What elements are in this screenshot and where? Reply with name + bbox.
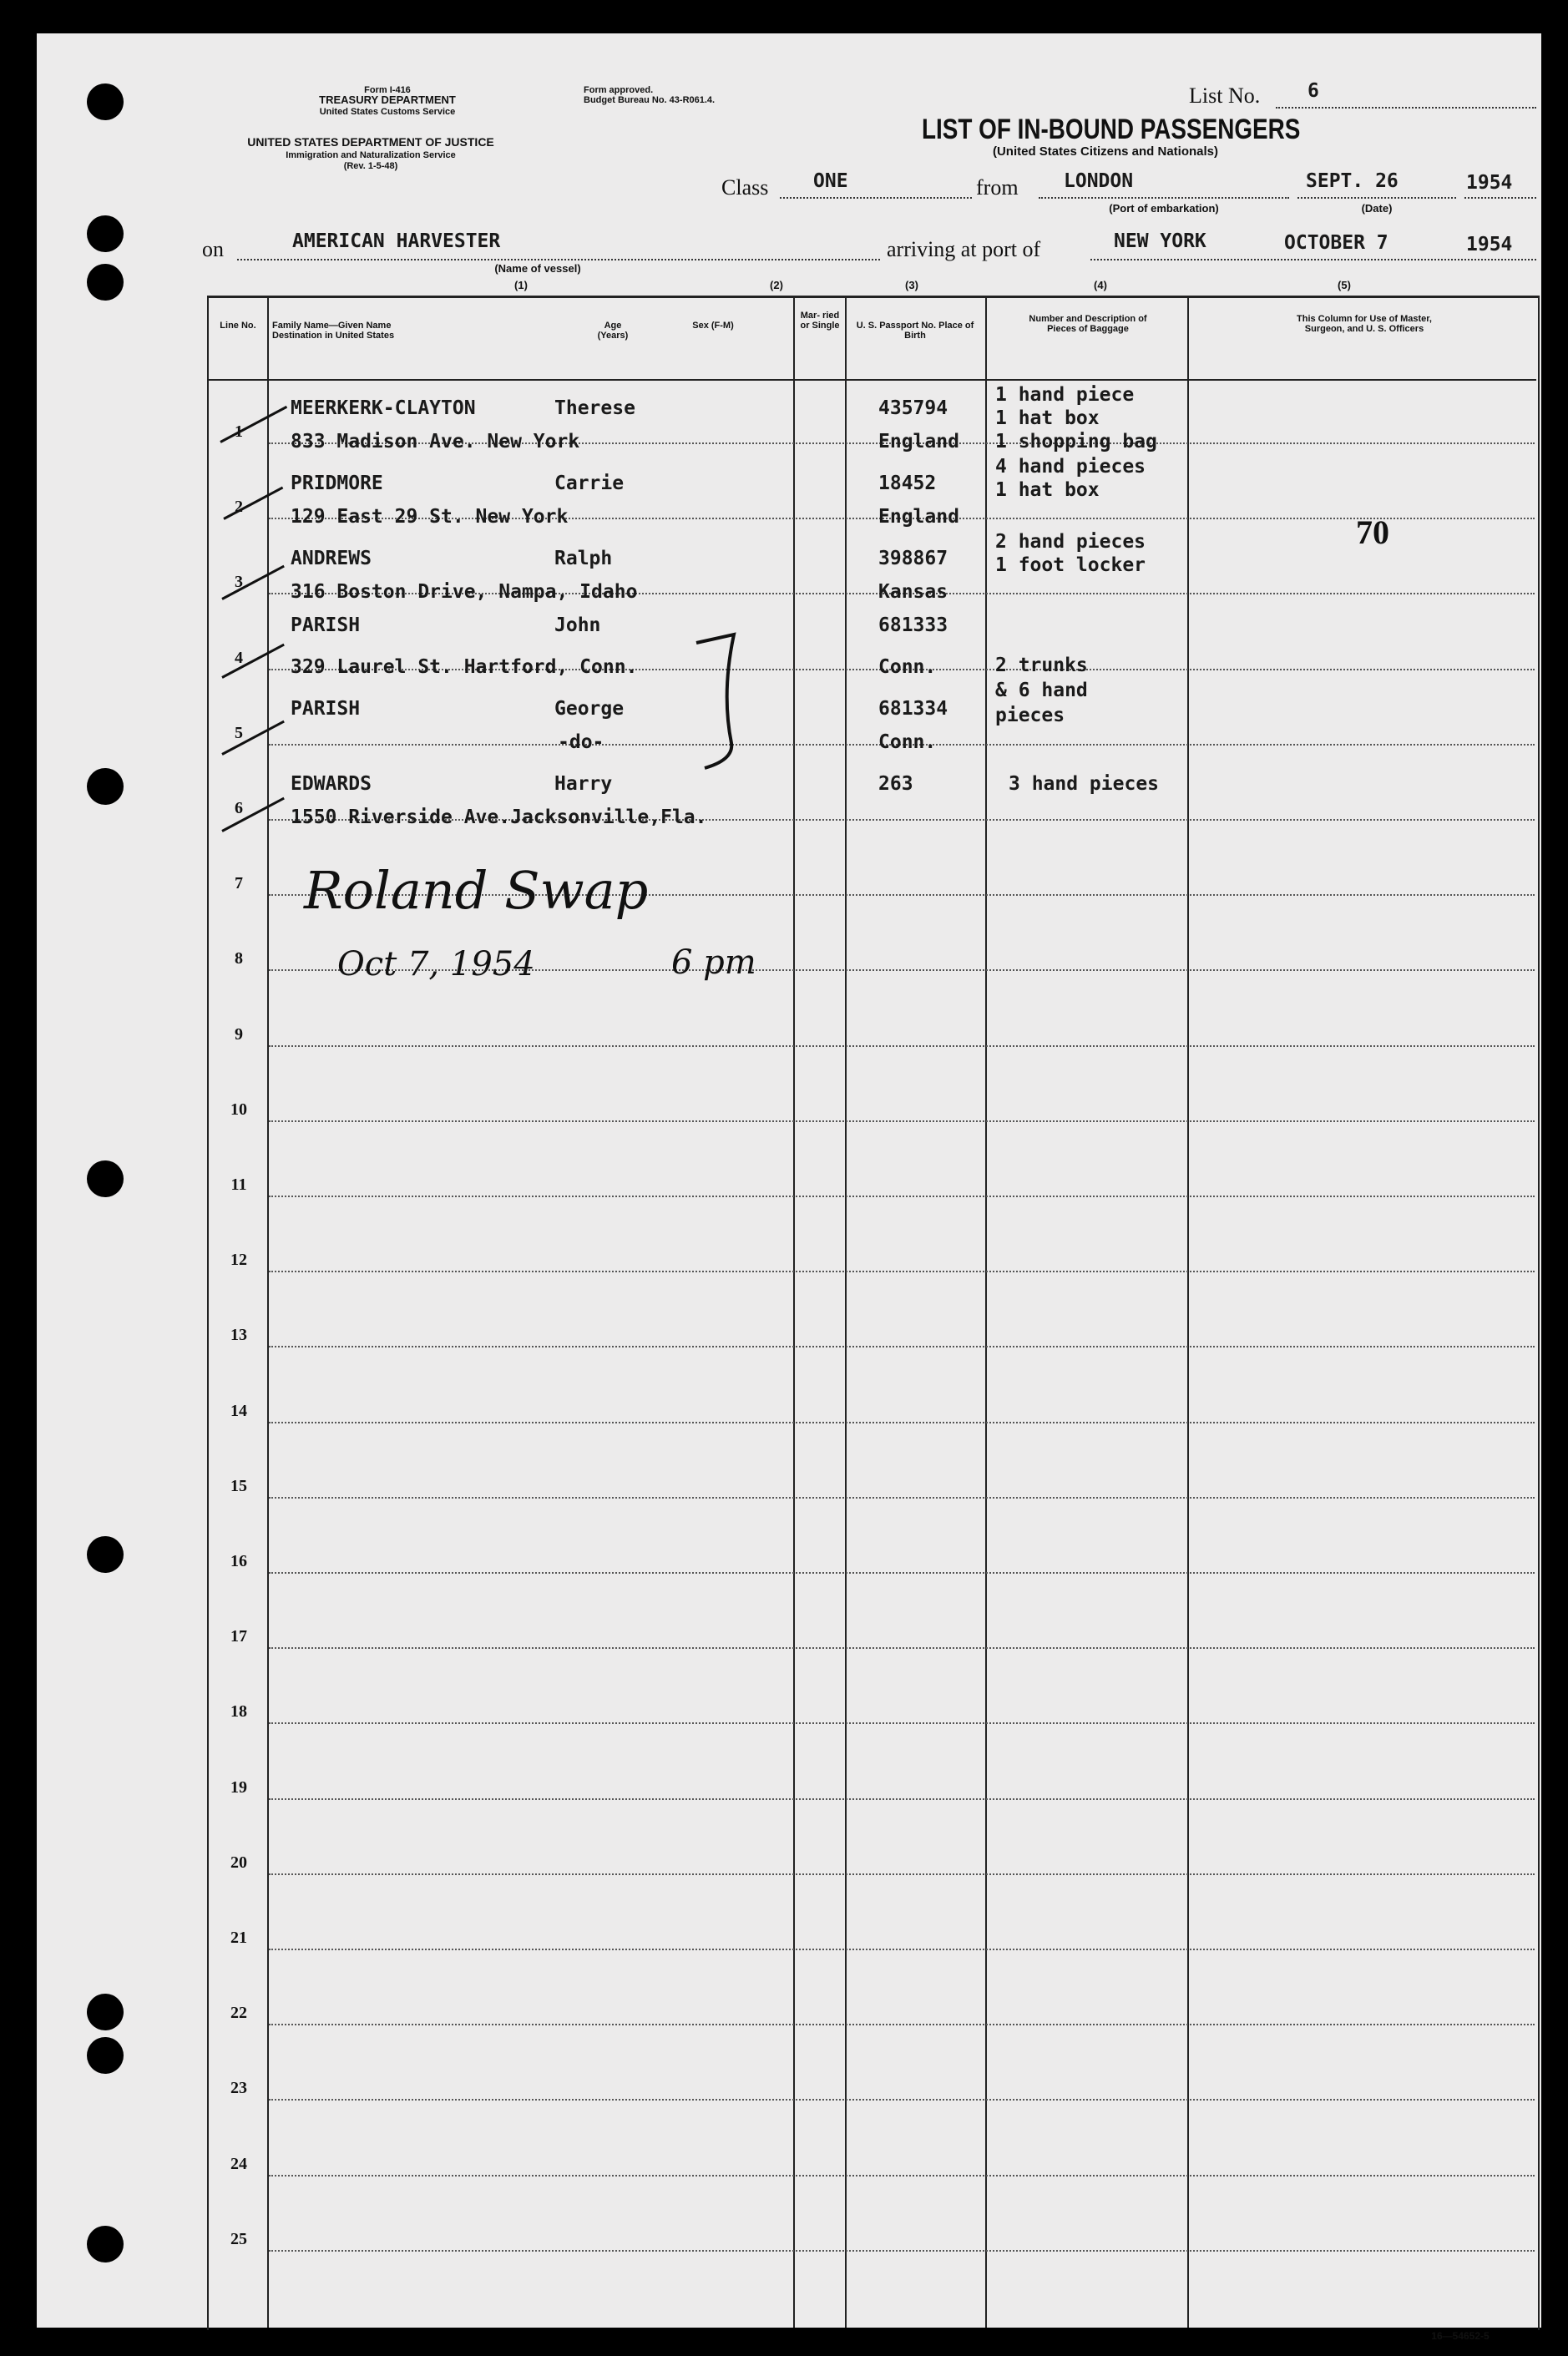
col-header-married: Mar- ried or Single <box>800 311 840 331</box>
row-divider <box>269 1798 1535 1800</box>
col-header-age: Age (Years) <box>597 321 629 341</box>
embarkation-port: LONDON <box>1064 170 1134 192</box>
row-divider <box>269 1271 1535 1272</box>
line-number: 7 <box>235 874 243 893</box>
page-title: LIST OF IN-BOUND PASSENGERS <box>922 114 1301 145</box>
baggage-line: & 6 hand <box>995 680 1088 701</box>
line-number: 3 <box>235 573 243 592</box>
form-approved: Form approved. <box>584 85 654 95</box>
entry-5-birth: Conn. <box>878 731 937 753</box>
vessel-caption: (Name of vessel) <box>494 262 581 275</box>
entry-6-passport: 263 <box>878 773 913 795</box>
row-divider <box>269 1045 1535 1047</box>
departure-year: 1954 <box>1466 172 1513 194</box>
service-name: United States Customs Service <box>319 107 456 117</box>
handwritten-date: Oct 7, 1954 <box>337 945 535 983</box>
entry-1-passport: 435794 <box>878 397 948 419</box>
form-sheet <box>37 33 1541 2342</box>
line-number: 15 <box>230 1476 247 1495</box>
col-number-4: (4) <box>1094 279 1107 291</box>
row-divider <box>269 1647 1535 1649</box>
footer-code: 16—54652-5 <box>1431 2330 1490 2342</box>
line-number: 19 <box>230 1777 247 1797</box>
row-divider <box>269 2175 1535 2177</box>
on-label: on <box>202 237 224 261</box>
entry-3-address: 316 Boston Drive, Nampa, Idaho <box>291 581 638 603</box>
entry-2-address: 129 East 29 St. New York <box>291 506 569 528</box>
punch-hole <box>87 215 124 252</box>
line-number: 18 <box>230 1702 247 1721</box>
date-caption: (Date) <box>1361 202 1393 215</box>
page-subtitle: (United States Citizens and Nationals) <box>992 144 1219 159</box>
line-number: 10 <box>230 1100 247 1119</box>
entry-4-address: 329 Laurel St. Hartford, Conn. <box>291 656 638 678</box>
revision: (Rev. 1-5-48) <box>343 161 398 171</box>
entry-1-given: Therese <box>554 397 635 419</box>
line-number: 21 <box>230 1929 247 1947</box>
justice-dept: UNITED STATES DEPARTMENT OF JUSTICE <box>247 135 494 149</box>
col-header-passport: U. S. Passport No. Place of Birth <box>856 321 974 341</box>
row-divider <box>269 2024 1535 2025</box>
arrival-year: 1954 <box>1466 234 1513 255</box>
row-divider <box>269 1422 1535 1423</box>
entry-6-family: EDWARDS <box>291 773 372 795</box>
entry-2-given: Carrie <box>554 473 625 494</box>
row-divider <box>269 2250 1535 2252</box>
line-number: 12 <box>230 1251 247 1270</box>
baggage-line: 1 foot locker <box>995 554 1146 576</box>
entry-4-given: John <box>554 614 601 636</box>
bracket-mark <box>688 618 763 785</box>
line-number: 23 <box>230 2079 247 2098</box>
punch-hole <box>87 1994 124 2030</box>
entry-4-family: PARISH <box>291 614 361 636</box>
col-header-sex: Sex (F-M) <box>692 321 734 331</box>
punch-hole <box>87 83 124 120</box>
entry-2-passport: 18452 <box>878 473 937 494</box>
line-number: 2 <box>235 498 243 517</box>
entry-1-family: MEERKERK-CLAYTON <box>291 397 476 419</box>
list-no-label: List No. <box>1189 83 1261 108</box>
col-header-baggage: Number and Description of Pieces of Baggage <box>1029 314 1147 334</box>
ins-name: Immigration and Naturalization Service <box>286 150 456 160</box>
line-number: 16 <box>230 1552 247 1570</box>
row-divider <box>269 1120 1535 1122</box>
baggage-line: 1 hat box <box>995 407 1100 429</box>
entry-3-passport: 398867 <box>878 548 948 569</box>
entry-3-given: Ralph <box>554 548 613 569</box>
entry-2-family: PRIDMORE <box>291 473 383 494</box>
row-divider <box>269 2099 1535 2101</box>
row-divider <box>269 1346 1535 1347</box>
line-number: 25 <box>230 2229 247 2248</box>
row-divider <box>269 1949 1535 1950</box>
punch-hole <box>87 1160 124 1197</box>
row-divider <box>269 1497 1535 1499</box>
vessel-name: AMERICAN HARVESTER <box>292 230 501 252</box>
from-label: from <box>976 175 1019 200</box>
entry-5-address: -do- <box>558 731 604 753</box>
entry-6-address: 1550 Riverside Ave.Jacksonville,Fla. <box>291 806 707 828</box>
line-number: 13 <box>230 1326 247 1345</box>
line-number: 4 <box>235 648 243 667</box>
line-number: 22 <box>230 2004 247 2023</box>
punch-hole <box>87 2037 124 2074</box>
col-number-2: (2) <box>770 279 783 291</box>
line-number: 6 <box>235 799 243 817</box>
entry-5-passport: 681334 <box>878 698 948 720</box>
punch-hole <box>87 264 124 301</box>
list-no-value: 6 <box>1308 80 1319 102</box>
baggage-line: pieces <box>995 705 1065 726</box>
col-number-1: (1) <box>514 279 528 291</box>
punch-hole <box>87 2226 124 2262</box>
line-number: 14 <box>230 1401 247 1420</box>
baggage-line: 4 hand pieces <box>995 456 1146 478</box>
entry-1-address: 833 Madison Ave. New York <box>291 431 580 452</box>
col-number-5: (5) <box>1338 279 1351 291</box>
baggage-line: 3 hand pieces <box>1009 773 1160 795</box>
handwritten-signature: Roland Swap <box>304 860 649 921</box>
row-divider <box>269 1873 1535 1875</box>
form-number: Form I-416 <box>364 85 411 95</box>
arrival-port: NEW YORK <box>1114 230 1206 252</box>
row-divider <box>269 1196 1535 1197</box>
arrival-date: OCTOBER 7 <box>1284 232 1388 254</box>
departure-date: SEPT. 26 <box>1306 170 1399 192</box>
dept-name: TREASURY DEPARTMENT <box>319 94 456 106</box>
class-value: ONE <box>813 170 848 192</box>
col-header-name: Family Name—Given Name Destination in United States <box>272 321 395 341</box>
entry-5-given: George <box>554 698 625 720</box>
embarkation-caption: (Port of embarkation) <box>1109 202 1219 215</box>
entry-5-family: PARISH <box>291 698 361 720</box>
baggage-line: 1 shopping bag <box>995 431 1157 452</box>
punch-hole <box>87 768 124 805</box>
entry-4-passport: 681333 <box>878 614 948 636</box>
baggage-line: 2 hand pieces <box>995 531 1146 553</box>
line-number: 8 <box>235 949 243 968</box>
entry-3-birth: Kansas <box>878 581 948 603</box>
entry-2-birth: England <box>878 506 959 528</box>
line-number: 20 <box>230 1853 247 1872</box>
officer-note: 70 <box>1356 513 1389 551</box>
budget-number: Budget Bureau No. 43-R061.4. <box>584 95 716 105</box>
line-number: 1 <box>235 422 243 441</box>
line-number: 17 <box>230 1627 247 1646</box>
col-header-line: Line No. <box>220 321 256 331</box>
col-number-3: (3) <box>905 279 918 291</box>
entry-6-given: Harry <box>554 773 613 795</box>
handwritten-time: 6 pm <box>671 943 756 982</box>
line-number: 11 <box>230 1175 247 1194</box>
class-label: Class <box>721 175 769 200</box>
row-divider <box>269 1722 1535 1724</box>
baggage-line: 2 trunks <box>995 655 1088 676</box>
row-divider <box>269 1572 1535 1574</box>
line-number: 9 <box>235 1024 243 1044</box>
entry-3-family: ANDREWS <box>291 548 372 569</box>
entry-4-birth: Conn. <box>878 656 937 678</box>
line-number: 24 <box>230 2154 247 2173</box>
entry-1-birth: England <box>878 431 959 452</box>
arriving-label: arriving at port of <box>887 237 1041 261</box>
line-number: 5 <box>235 723 243 742</box>
baggage-line: 1 hand piece <box>995 384 1135 406</box>
col-header-officers: This Column for Use of Master, Surgeon, and U. S. Officers <box>1297 314 1432 334</box>
baggage-line: 1 hat box <box>995 479 1100 501</box>
punch-hole <box>87 1536 124 1573</box>
